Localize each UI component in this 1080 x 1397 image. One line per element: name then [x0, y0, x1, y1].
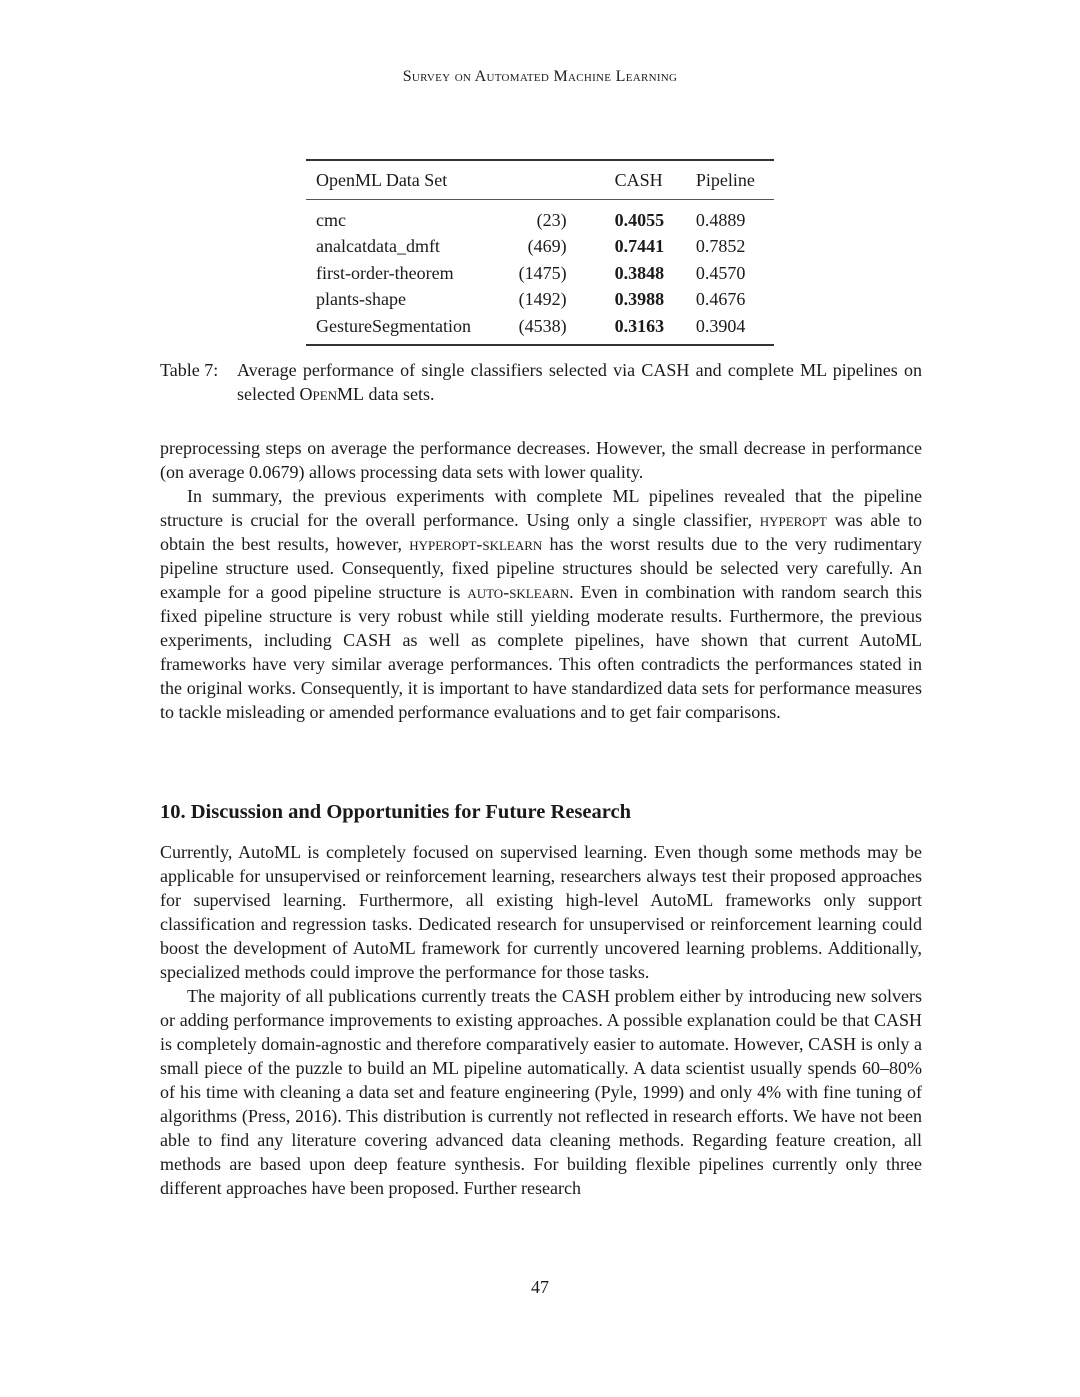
text-run: . Even in combination with random search this fixed pipeline structure is very robust while still yielding moderate results. Furthermore, the previous experiments, including CASH as well as complete pipelines, have shown that current AutoML frameworks have very similar average performances. This often contradicts the performances stated in the original works. Consequently, it is important to have standardized data sets for performance measures to tackle misleading or amended performance evaluations and to get fair comparisons. [160, 582, 922, 722]
paragraph: Currently, AutoML is completely focused on supervised learning. Even though some methods may be applicable for unsupervised or reinforcement learning, researchers always test their proposed approaches for supervised learning. Furthermore, all existing high-level AutoML frameworks only support classification and regression tasks. Dedicated research for unsupervised or reinforcement learning could boost the development of AutoML framework for currently uncovered learning problems. Additionally, specialized methods could improve the performance for those tasks. [160, 842, 922, 982]
dataset-id: (23) [536, 209, 567, 230]
cash-value: 0.3163 [614, 315, 665, 336]
caption-text [237, 358, 922, 406]
table-caption [160, 358, 922, 406]
pipeline-value: 0.3904 [695, 315, 746, 336]
paragraph [160, 484, 922, 724]
dataset-id: (1492) [518, 289, 567, 310]
cash-value: 0.7441 [614, 236, 665, 257]
dataset-name: plants-shape [316, 289, 406, 310]
dataset-id: (469) [527, 236, 567, 257]
dataset-name: GestureSegmentation [316, 315, 471, 336]
results-table [306, 159, 774, 346]
pipeline-value: 0.4676 [695, 289, 746, 310]
paragraph: preprocessing steps on average the performance decreases. However, the small decrease in performance (on average 0.0679) allows processing data sets with lower quality. [160, 438, 922, 482]
header-pipeline: Pipeline [695, 169, 755, 190]
table-row [306, 200, 774, 234]
caption-label: Table 7: [160, 360, 219, 380]
text-run: was able to obtain the best results, however, [160, 510, 922, 554]
section-heading: 10. Discussion and Opportunities for Future Research [160, 801, 631, 823]
auto-sklearn-name: auto-sklearn [467, 582, 570, 602]
table-row [306, 260, 774, 287]
running-head: Survey on Automated Machine Learning [402, 68, 678, 85]
cash-value: 0.3848 [614, 262, 665, 283]
dataset-name: analcatdata_dmft [316, 236, 440, 257]
dataset-name: cmc [316, 209, 346, 230]
paragraph: The majority of all publications currently treats the CASH problem either by introducing new solvers or adding performance improvements to existing approaches. A possible explanation could be that CASH is completely domain-agnostic and therefore comparatively easier to automate. However, CASH is only a small piece of the puzzle to build an ML pipeline automatically. A data scientist usually spends 60–80% of his time with cleaning a data set and feature engineering (Pyle, 1999) and only 4% with fine tuning of algorithms (Press, 2016). This distribution is currently not reflected in research efforts. We have not been able to find any literature covering advanced data cleaning methods. Regarding feature creation, all methods are based upon deep feature synthesis. For building flexible pipelines currently only three different approaches have been proposed. Further research [160, 986, 922, 1198]
body-text-block [160, 436, 922, 724]
openml-name: OpenML [299, 384, 365, 404]
dataset-name: first-order-theorem [316, 262, 454, 283]
table-row [306, 234, 774, 261]
pipeline-value: 0.4889 [695, 209, 746, 230]
pipeline-value: 0.7852 [695, 236, 746, 257]
header-dataset: OpenML Data Set [316, 169, 448, 190]
hyperopt-sklearn-name: hyperopt-sklearn [409, 534, 543, 554]
table-7 [306, 159, 774, 346]
text-run: In summary, the previous experiments with complete ML pipelines revealed that the pipeline structure is crucial for the overall performance. Using only a single classifier, [160, 486, 922, 530]
caption-text-part: data sets. [364, 384, 435, 404]
dataset-id: (4538) [518, 315, 567, 336]
pipeline-value: 0.4570 [695, 262, 746, 283]
header-cash: CASH [614, 169, 663, 190]
table-row [306, 313, 774, 345]
caption-text-part: Average performance of single classifiers selected via CASH and complete ML pipelines on selected [237, 360, 922, 404]
text-run: has the worst results due to the very rudimentary pipeline structure used. Consequently, fixed pipeline structures should be selected very carefully. An example for a good pipeline structure is [160, 534, 922, 602]
cash-value: 0.3988 [614, 289, 665, 310]
hyperopt-name: hyperopt [759, 510, 827, 530]
body-text-block [160, 840, 922, 1200]
table-row [306, 287, 774, 314]
cash-value: 0.4055 [614, 209, 665, 230]
page-number: 47 [531, 1277, 549, 1297]
dataset-id: (1475) [518, 262, 567, 283]
header-id [501, 160, 572, 200]
table-header-row [306, 160, 774, 200]
